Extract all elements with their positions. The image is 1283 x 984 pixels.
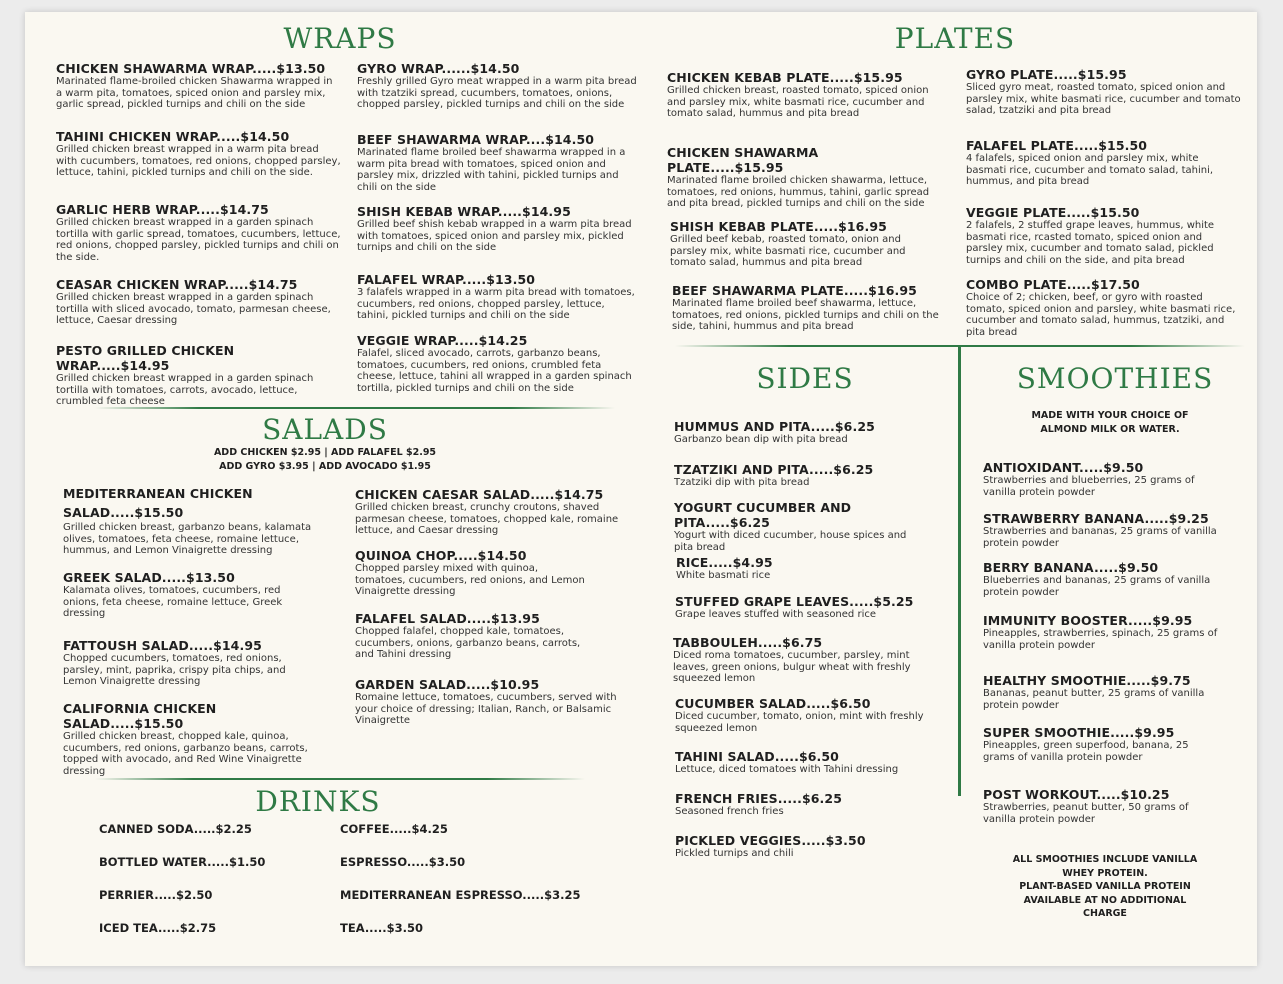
menu-item	[983, 613, 1228, 651]
smoothies-intro	[1010, 409, 1210, 437]
item-name: STRAWBERRY BANANA.....$9.25	[983, 511, 1209, 526]
menu-item	[966, 205, 1241, 266]
item-desc: Kalamata olives, tomatoes, cucumbers, red onions, feta cheese, romaine lettuce, Greek dressing	[63, 585, 283, 620]
menu-item	[63, 638, 308, 688]
menu-item	[56, 202, 341, 263]
menu-item	[357, 61, 637, 111]
item-name: FALAFEL SALAD.....$13.95	[355, 611, 540, 626]
item-name: GARDEN SALAD.....$10.95	[355, 677, 540, 692]
item-name: GREEK SALAD.....$13.50	[63, 570, 235, 585]
smoothies-title: SMOOTHIES	[1016, 362, 1214, 395]
item-name: POST WORKOUT.....$10.25	[983, 787, 1170, 802]
item-name: FATTOUSH SALAD.....$14.95	[63, 638, 262, 653]
addons-line: ADD CHICKEN $2.95 | ADD FALAFEL $2.95	[213, 447, 437, 458]
item-name: CALIFORNIA CHICKEN SALAD.....$15.50	[63, 701, 217, 731]
item-name: GYRO PLATE.....$15.95	[966, 67, 1127, 82]
item-name: PESTO GRILLED CHICKEN WRAP.....$14.95	[56, 343, 235, 373]
item-name: CHICKEN KEBAB PLATE.....$15.95	[667, 70, 903, 85]
item-desc: Lettuce, diced tomatoes with Tahini dressing	[675, 764, 899, 775]
footer-line: AVAILABLE AT NO ADDITIONAL	[1023, 894, 1187, 906]
menu-item	[966, 67, 1246, 117]
menu-item	[675, 696, 947, 734]
menu-item	[56, 343, 341, 408]
divider	[95, 407, 615, 409]
item-name: CUCUMBER SALAD.....$6.50	[675, 696, 871, 711]
item-name: CHICKEN SHAWARMA PLATE.....$15.95	[667, 145, 819, 175]
item-desc: Seasoned french fries	[675, 806, 784, 817]
menu-item	[56, 129, 341, 179]
menu-item	[667, 145, 935, 210]
item-name: SHISH KEBAB WRAP.....$14.95	[357, 204, 571, 219]
item-desc: Yogurt with diced cucumber, house spices and pita bread	[674, 530, 907, 553]
drink-item: CANNED SODA.....$2.25	[99, 822, 252, 836]
item-desc: Choice of 2; chicken, beef, or gyro with roasted tomato, spiced onion and parsley, white basmati rice, cucumber and tomato salad, hummus, tzatziki, and pita bread	[966, 292, 1236, 338]
item-name: SHISH KEBAB PLATE.....$16.95	[670, 219, 887, 234]
intro-line: ALMOND MILK OR WATER.	[1040, 424, 1180, 435]
addons-line: ADD GYRO $3.95 | ADD AVOCADO $1.95	[219, 461, 431, 472]
item-name: GYRO WRAP......$14.50	[357, 61, 520, 76]
menu-item	[983, 787, 1223, 825]
item-desc: Marinated flame broiled beef shawarma, lettuce, tomatoes, red onions, pickled turnips and chili on the side, tahini, hummus and pita bread	[672, 298, 939, 333]
item-desc: Pineapples, green superfood, banana, 25 grams of vanilla protein powder	[983, 740, 1189, 763]
footer-line: WHEY PROTEIN.	[1062, 867, 1148, 879]
item-desc: White basmati rice	[676, 570, 771, 581]
menu-item	[355, 677, 625, 727]
item-name: TABBOULEH.....$6.75	[673, 635, 823, 650]
item-desc: Grilled chicken breast wrapped in a garden spinach tortilla with garlic spread, tomatoes, cucumbers, lettuce, red onions, chopped parsley, pickled turnips and chili on the side.	[56, 217, 341, 263]
item-desc: Garbanzo bean dip with pita bread	[674, 434, 848, 445]
item-desc: Grape leaves stuffed with seasoned rice	[675, 609, 876, 620]
item-name: FALAFEL PLATE.....$15.50	[966, 138, 1148, 153]
item-desc: Grilled beef shish kebab wrapped in a warm pita bread with tomatoes, spiced onion and parsley mix, pickled turnips and chili on the side	[357, 219, 632, 254]
menu-item	[56, 277, 341, 327]
menu-item	[674, 462, 944, 489]
item-desc: Diced roma tomatoes, cucumber, parsley, mint leaves, green onions, bulgur wheat with freshly squeezed lemon	[673, 650, 911, 685]
drink-item: ICED TEA.....$2.75	[99, 921, 217, 935]
item-name: STUFFED GRAPE LEAVES.....$5.25	[675, 594, 914, 609]
item-desc: Marinated flame broiled beef shawarma wrapped in a warm pita bread with tomatoes, spiced onion and parsley mix, drizzled with tahini, pickled turnips and chili on the side	[357, 147, 626, 193]
menu-item	[675, 791, 945, 818]
item-name: BEEF SHAWARMA PLATE.....$16.95	[672, 283, 917, 298]
item-desc: Sliced gyro meat, roasted tomato, spiced onion and parsley mix, white basmati rice, cucumber and tomato salad, tzatziki and pita bread	[966, 82, 1241, 117]
menu-item	[357, 333, 642, 394]
item-desc: Grilled chicken breast wrapped in a garden spinach tortilla with tomatoes, carrots, avocado, lettuce, crumbled feta cheese	[56, 373, 314, 408]
drink-item: MEDITERRANEAN ESPRESSO.....$3.25	[340, 888, 581, 902]
menu-item	[355, 487, 625, 537]
divider	[95, 778, 585, 780]
item-desc: Strawberries and bananas, 25 grams of vanilla protein powder	[983, 526, 1217, 549]
menu-item	[675, 594, 945, 621]
item-desc: Blueberries and bananas, 25 grams of vanilla protein powder	[983, 575, 1211, 598]
item-desc: Grilled chicken breast, garbanzo beans, kalamata olives, tomatoes, feta cheese, romaine lettuce, hummus, and Lemon Vinaigrette dressing	[63, 522, 312, 557]
item-name: SUPER SMOOTHIE.....$9.95	[983, 725, 1175, 740]
menu-item	[983, 560, 1228, 598]
menu-item	[355, 548, 585, 598]
wraps-title: WRAPS	[283, 22, 397, 55]
menu-item	[667, 70, 935, 120]
item-desc: Bananas, peanut butter, 25 grams of vanilla protein powder	[983, 688, 1205, 711]
item-desc: Grilled chicken breast wrapped in a warm pita bread with cucumbers, tomatoes, red onions, chopped parsley, lettuce, tahini, pickled turnips and chili on the side.	[56, 144, 341, 179]
salads-addons	[175, 446, 475, 474]
item-desc: Strawberries, peanut butter, 50 grams of vanilla protein powder	[983, 802, 1189, 825]
item-desc: Tzatziki dip with pita bread	[674, 477, 810, 488]
menu-item	[983, 460, 1223, 498]
item-desc: Pickled turnips and chili	[675, 848, 794, 859]
drink-item: COFFEE.....$4.25	[340, 822, 448, 836]
menu-item	[357, 204, 637, 254]
smoothies-footer	[1005, 853, 1205, 921]
item-name: VEGGIE WRAP.....$14.25	[357, 333, 528, 348]
item-desc: Grilled chicken breast wrapped in a garden spinach tortilla with sliced avocado, tomato, parmesan cheese, lettuce, Caesar dressing	[56, 292, 331, 327]
item-name: RICE.....$4.95	[676, 555, 773, 570]
menu-item	[673, 635, 938, 685]
menu-item	[674, 419, 944, 446]
item-desc: Grilled chicken breast, chopped kale, quinoa, cucumbers, red onions, garbanzo beans, carrots, topped with avocado, and Red Wine Vinaigrette dressing	[63, 731, 308, 777]
menu-item	[63, 701, 338, 777]
drink-item: PERRIER.....$2.50	[99, 888, 213, 902]
item-desc: Grilled chicken breast, crunchy croutons, shaved parmesan cheese, tomatoes, chopped kale, romaine lettuce, and Caesar dressing	[355, 502, 619, 537]
item-name: FALAFEL WRAP.....$13.50	[357, 272, 536, 287]
menu-item	[966, 277, 1241, 338]
item-desc: Freshly grilled Gyro meat wrapped in a warm pita bread with tzatziki spread, cucumbers, tomatoes, onions, chopped parsley, pickled turnips and chili on the side	[357, 76, 637, 111]
footer-line: ALL SMOOTHIES INCLUDE VANILLA	[1012, 854, 1198, 865]
item-desc: Chopped parsley mixed with quinoa, tomatoes, cucumbers, red onions, and Lemon Vinaigrette dressing	[355, 563, 585, 598]
menu-item	[63, 484, 333, 557]
item-name: IMMUNITY BOOSTER.....$9.95	[983, 613, 1193, 628]
footer-line: CHARGE	[1083, 908, 1127, 920]
menu-item	[675, 833, 945, 860]
menu-item	[56, 61, 341, 111]
item-name: TAHINI CHICKEN WRAP.....$14.50	[56, 129, 290, 144]
menu-item	[355, 611, 595, 661]
item-name: TAHINI SALAD.....$6.50	[675, 749, 839, 764]
item-name: TZATZIKI AND PITA.....$6.25	[674, 462, 874, 477]
item-name: BEEF SHAWARMA WRAP....$14.50	[357, 132, 595, 147]
menu-item	[675, 749, 945, 776]
item-name: MEDITERRANEAN CHICKEN	[63, 486, 253, 501]
menu-item	[674, 500, 924, 553]
salads-title: SALADS	[262, 413, 388, 446]
menu-item	[63, 570, 308, 620]
menu-item	[983, 725, 1218, 763]
item-desc: Marinated flame broiled chicken shawarma, lettuce, tomatoes, red onions, hummus, tahini, garlic spread and pita bread, pickled turnips and chili on the side	[667, 175, 930, 210]
item-name: HUMMUS AND PITA.....$6.25	[674, 419, 875, 434]
menu-item	[670, 219, 935, 269]
footer-line: PLANT-BASED VANILLA PROTEIN	[1019, 881, 1191, 893]
menu-item	[672, 283, 944, 333]
drinks-title: DRINKS	[255, 785, 381, 818]
menu-item	[357, 132, 637, 193]
item-desc: Strawberries and blueberries, 25 grams of vanilla protein powder	[983, 475, 1195, 498]
item-name: FRENCH FRIES.....$6.25	[675, 791, 842, 806]
item-desc: 2 falafels, 2 stuffed grape leaves, hummus, white basmati rice, rcasted tomato, spiced onion and parsley mix, cucumber and tomato salad, pickled turnips and chili on the side, and pita bread	[966, 220, 1215, 266]
item-name: CEASAR CHICKEN WRAP.....$14.75	[56, 277, 298, 292]
sides-title: SIDES	[756, 362, 854, 395]
plates-title: PLATES	[894, 22, 1016, 55]
item-name: QUINOA CHOP.....$14.50	[355, 548, 527, 563]
drink-item: TEA.....$3.50	[340, 921, 424, 935]
drink-item: BOTTLED WATER.....$1.50	[99, 855, 266, 869]
item-name: CHICKEN SHAWARMA WRAP.....$13.50	[56, 61, 326, 76]
intro-line: MADE WITH YOUR CHOICE OF	[1031, 410, 1189, 421]
item-desc: Romaine lettuce, tomatoes, cucumbers, served with your choice of dressing; Italian, Ranch, or Balsamic Vinaigrette	[355, 692, 617, 727]
item-name: CHICKEN CAESAR SALAD.....$14.75	[355, 487, 604, 502]
item-desc: Marinated flame-broiled chicken Shawarma wrapped in a warm pita, tomatoes, spiced onion and parsley mix, garlic spread, pickled turnips and chili on the side	[56, 76, 333, 111]
menu-page	[25, 12, 1257, 966]
vertical-divider	[958, 346, 961, 796]
item-name: HEALTHY SMOOTHIE.....$9.75	[983, 673, 1191, 688]
item-desc: 4 falafels, spiced onion and parsley mix, white basmati rice, cucumber and tomato salad, tahini, hummus, and pita bread	[966, 153, 1214, 188]
item-name: PICKLED VEGGIES.....$3.50	[675, 833, 866, 848]
menu-item	[676, 555, 946, 582]
item-name: BERRY BANANA.....$9.50	[983, 560, 1159, 575]
item-name: GARLIC HERB WRAP.....$14.75	[56, 202, 269, 217]
item-name: ANTIOXIDANT.....$9.50	[983, 460, 1144, 475]
item-desc: Grilled beef kebab, roasted tomato, onion and parsley mix, white basmati rice, cucumber and tomato salad, hummus and pita bread	[670, 234, 906, 269]
item-desc: Falafel, sliced avocado, carrots, garbanzo beans, tomatoes, cucumbers, red onions, crumbled feta cheese, lettuce, tahini all wrapped in a garden spinach tortilla, pickled turnips and chili on the side	[357, 348, 632, 394]
item-desc: Grilled chicken breast, roasted tomato, spiced onion and parsley mix, white basmati rice, cucumber and tomato salad, hummus and pita bread	[667, 85, 929, 120]
item-desc: Diced cucumber, tomato, onion, mint with freshly squeezed lemon	[675, 711, 924, 734]
menu-item	[966, 138, 1238, 188]
item-name: YOGURT CUCUMBER AND PITA.....$6.25	[674, 500, 852, 530]
menu-item	[983, 511, 1223, 549]
item-name: COMBO PLATE.....$17.50	[966, 277, 1140, 292]
menu-item	[357, 272, 637, 322]
item-desc: Pineapples, strawberries, spinach, 25 grams of vanilla protein powder	[983, 628, 1218, 651]
item-name-cont: SALAD.....$15.50	[63, 505, 184, 520]
menu-item	[983, 673, 1228, 711]
item-desc: Chopped cucumbers, tomatoes, red onions, parsley, mint, paprika, crispy pita chips, and Lemon Vinaigrette dressing	[63, 653, 286, 688]
drink-item: ESPRESSO.....$3.50	[340, 855, 466, 869]
item-name: VEGGIE PLATE.....$15.50	[966, 205, 1140, 220]
item-desc: Chopped falafel, chopped kale, tomatoes, cucumbers, onions, garbanzo beans, carrots, and Tahini dressing	[355, 626, 581, 661]
item-desc: 3 falafels wrapped in a warm pita bread with tomatoes, cucumbers, red onions, chopped parsley, lettuce, tahini, pickled turnips and chili on the side	[357, 287, 635, 322]
